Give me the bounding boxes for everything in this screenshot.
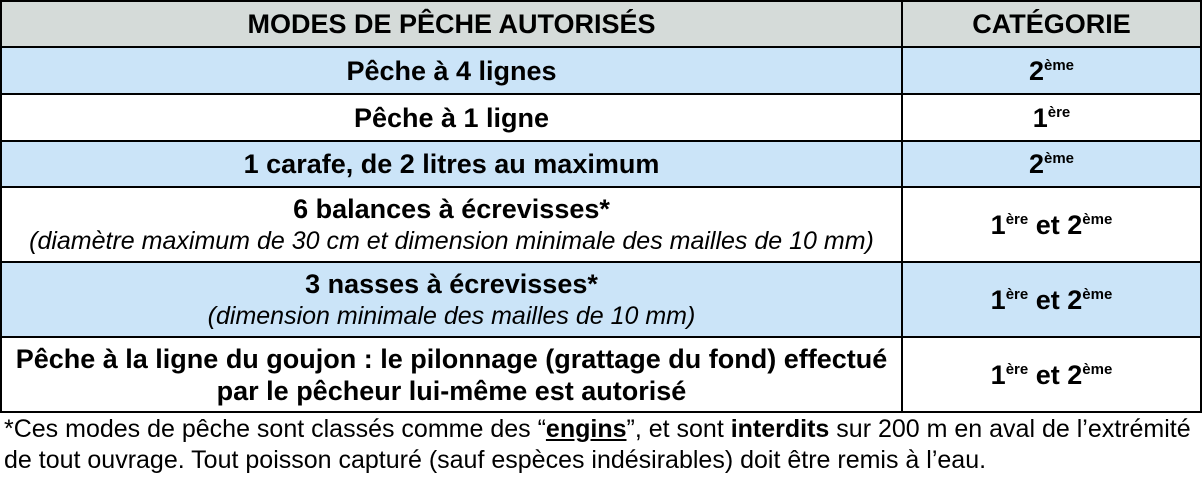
footnote-text: sur 200 m en aval de l’extrémité [829, 415, 1191, 443]
category-value [1029, 55, 1074, 87]
category-cell [903, 95, 1200, 140]
category-value [991, 359, 1113, 391]
category-number: 2 [1067, 359, 1083, 390]
table-row [0, 48, 1202, 95]
category-cell [903, 48, 1200, 93]
category-number: 2 [1028, 149, 1044, 179]
category-conjunction: et [1028, 359, 1068, 390]
category-cell [903, 338, 1200, 411]
mode-label: 1 carafe, de 2 litres au maximum [243, 149, 660, 179]
mode-label: Pêche à 1 ligne [353, 102, 550, 133]
header-modes-label: MODES DE PÊCHE AUTORISÉS [247, 9, 656, 39]
category-ordinal-suffix: ère [1047, 103, 1071, 121]
category-number: 1 [990, 359, 1006, 390]
footnote-text: de tout ouvrage. Tout poisson capturé (sauf espèces indésirables) doit être remis à l’eau. [4, 446, 987, 474]
category-value [1033, 102, 1071, 134]
category-ordinal-suffix: ère [1005, 285, 1029, 303]
category-ordinal-suffix: ème [1044, 56, 1075, 74]
category-conjunction: et [1028, 209, 1068, 240]
mode-cell [2, 188, 903, 261]
mode-detail: (dimension minimale des mailles de 10 mm) [207, 301, 696, 330]
mode-cell [2, 142, 903, 186]
category-number: 1 [990, 284, 1006, 315]
mode-label: Pêche à 4 lignes [346, 55, 557, 86]
mode-cell [2, 263, 903, 336]
header-cell-modes [2, 2, 903, 46]
header-cell-category [903, 2, 1200, 46]
table-row [0, 263, 1202, 338]
mode-label: 3 nasses à écrevisses* [305, 268, 598, 299]
footnote-emphasis-interdits: interdits [730, 415, 830, 443]
footnote-text: ”, et sont [626, 415, 731, 443]
category-number: 2 [1067, 284, 1083, 315]
table-row [0, 188, 1202, 263]
footnote-line-1 [4, 414, 1191, 445]
footnote-emphasis-engins: engins [545, 415, 627, 443]
category-value [991, 209, 1113, 241]
table-row [0, 95, 1202, 142]
mode-cell [2, 338, 903, 411]
category-number: 2 [1067, 209, 1083, 240]
category-cell [903, 142, 1200, 186]
category-cell [903, 263, 1200, 336]
category-conjunction: et [1028, 284, 1068, 315]
category-cell [903, 188, 1200, 261]
category-number: 1 [990, 209, 1006, 240]
footnote-text: *Ces modes de pêche sont classés comme des “ [4, 415, 546, 443]
category-ordinal-suffix: ème [1082, 210, 1113, 228]
category-ordinal-suffix: ème [1082, 360, 1113, 378]
mode-cell [2, 95, 903, 140]
mode-detail: (diamètre maximum de 30 cm et dimension minimale des mailles de 10 mm) [29, 226, 874, 255]
mode-label: Pêche à la ligne du goujon : le pilonnage (grattage du fond) effectué [15, 343, 888, 374]
footnote [4, 414, 1191, 476]
category-ordinal-suffix: ème [1044, 150, 1075, 167]
category-number: 1 [1032, 102, 1048, 133]
table-row [0, 142, 1202, 188]
mode-label-continued: par le pêcheur lui-même est autorisé [216, 375, 687, 406]
header-category-label: CATÉGORIE [972, 9, 1131, 39]
footnote-line-2 [4, 445, 1191, 476]
category-ordinal-suffix: ème [1082, 285, 1113, 303]
category-value [1029, 148, 1074, 180]
category-ordinal-suffix: ère [1005, 210, 1029, 228]
mode-label: 6 balances à écrevisses* [293, 193, 610, 224]
table-row [0, 338, 1202, 413]
category-value [991, 284, 1113, 316]
category-ordinal-suffix: ère [1005, 360, 1029, 378]
mode-cell [2, 48, 903, 93]
category-number: 2 [1028, 55, 1044, 86]
table-header-row [0, 0, 1202, 48]
